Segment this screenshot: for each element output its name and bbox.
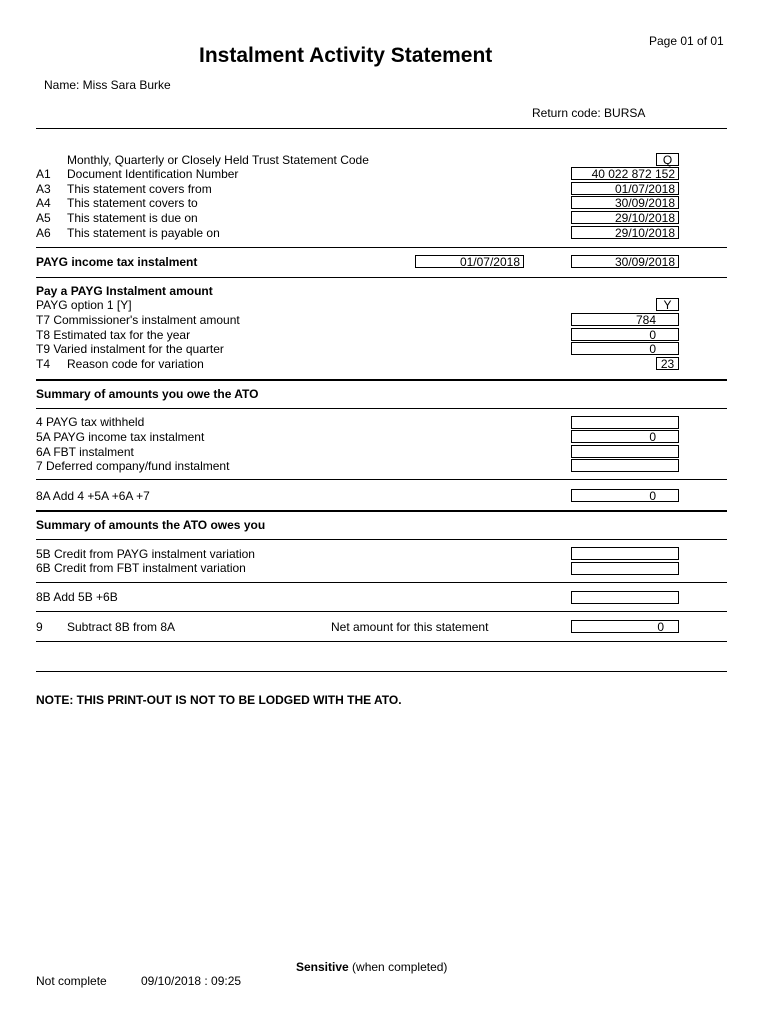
- r6a-field[interactable]: [571, 445, 679, 458]
- r5a-field[interactable]: 0: [571, 430, 679, 443]
- r6b-label: 6B Credit from FBT instalment variation: [36, 561, 246, 575]
- t8-field[interactable]: 0: [571, 328, 679, 341]
- owe-ato-heading: Summary of amounts you owe the ATO: [36, 387, 259, 401]
- r6b-field[interactable]: [571, 562, 679, 575]
- r8a-label: 8A Add 4 +5A +6A +7: [36, 489, 150, 503]
- a1-label: Document Identification Number: [67, 167, 239, 181]
- t4-field[interactable]: 23: [656, 357, 679, 370]
- sensitive-text: Sensitive: [296, 960, 349, 974]
- r4-field[interactable]: [571, 416, 679, 429]
- r7-label: 7 Deferred company/fund instalment: [36, 459, 230, 473]
- t9-label: T9 Varied instalment for the quarter: [36, 342, 224, 356]
- divider: [36, 408, 727, 409]
- a4-label: This statement covers to: [67, 196, 198, 210]
- due-on-field[interactable]: 29/10/2018: [571, 211, 679, 224]
- r4-label: 4 PAYG tax withheld: [36, 415, 145, 429]
- payg-from-field[interactable]: 01/07/2018: [415, 255, 524, 268]
- r8b-label: 8B Add 5B +6B: [36, 590, 118, 604]
- a3-code: A3: [36, 182, 51, 196]
- net-amount-label: Net amount for this statement: [331, 620, 489, 634]
- a5-code: A5: [36, 211, 51, 225]
- r6a-label: 6A FBT instalment: [36, 445, 134, 459]
- a4-code: A4: [36, 196, 51, 210]
- instalment-heading: Pay a PAYG Instalment amount: [36, 284, 213, 298]
- t7-label: T7 Commissioner's instalment amount: [36, 313, 240, 327]
- covers-from-field[interactable]: 01/07/2018: [571, 182, 679, 195]
- r8a-field[interactable]: 0: [571, 489, 679, 502]
- t4-code: T4: [36, 357, 51, 371]
- r9-code: 9: [36, 620, 43, 634]
- divider: [36, 379, 727, 381]
- t8-label: T8 Estimated tax for the year: [36, 328, 191, 342]
- divider: [36, 277, 727, 278]
- r7-field[interactable]: [571, 459, 679, 472]
- payg-option-label: PAYG option 1 [Y]: [36, 298, 132, 312]
- ato-owes-heading: Summary of amounts the ATO owes you: [36, 518, 266, 532]
- completion-status: Not complete: [36, 974, 107, 988]
- payable-on-field[interactable]: 29/10/2018: [571, 226, 679, 239]
- document-id-field[interactable]: 40 022 872 152: [571, 167, 679, 180]
- a6-label: This statement is payable on: [67, 226, 220, 240]
- print-timestamp: 09/10/2018 : 09:25: [141, 974, 242, 988]
- covers-to-field[interactable]: 30/09/2018: [571, 196, 679, 209]
- divider: [36, 641, 727, 642]
- a5-label: This statement is due on: [67, 211, 198, 225]
- page-number: Page 01 of 01: [649, 34, 724, 48]
- a3-label: This statement covers from: [67, 182, 212, 196]
- page-title: Instalment Activity Statement: [199, 44, 493, 67]
- divider: [36, 479, 727, 480]
- a1-code: A1: [36, 167, 51, 181]
- divider: [36, 582, 727, 583]
- t7-field[interactable]: 784: [571, 313, 679, 326]
- lodging-note: NOTE: THIS PRINT-OUT IS NOT TO BE LODGED WITH THE ATO.: [36, 693, 402, 707]
- r5b-label: 5B Credit from PAYG instalment variation: [36, 547, 255, 561]
- payg-option-field[interactable]: Y: [656, 298, 679, 311]
- divider: [36, 671, 727, 672]
- return-code: Return code: BURSA: [532, 106, 646, 120]
- sensitivity-label: [296, 960, 447, 974]
- payg-to-field[interactable]: 30/09/2018: [571, 255, 679, 268]
- sensitive-suffix: (when completed): [352, 960, 448, 974]
- net-amount-field[interactable]: 0: [571, 620, 679, 633]
- divider: [36, 128, 727, 129]
- divider: [36, 539, 727, 540]
- payg-heading: PAYG income tax instalment: [36, 255, 198, 269]
- divider: [36, 247, 727, 248]
- trust-code-field[interactable]: Q: [656, 153, 679, 166]
- r5a-label: 5A PAYG income tax instalment: [36, 430, 205, 444]
- r5b-field[interactable]: [571, 547, 679, 560]
- r8b-field[interactable]: [571, 591, 679, 604]
- t4-label: Reason code for variation: [67, 357, 204, 371]
- divider: [36, 510, 727, 512]
- trust-code-label: Monthly, Quarterly or Closely Held Trust Statement Code: [67, 153, 369, 167]
- t9-field[interactable]: 0: [571, 342, 679, 355]
- divider: [36, 611, 727, 612]
- r9-label: Subtract 8B from 8A: [67, 620, 176, 634]
- taxpayer-name: Name: Miss Sara Burke: [44, 78, 171, 92]
- a6-code: A6: [36, 226, 51, 240]
